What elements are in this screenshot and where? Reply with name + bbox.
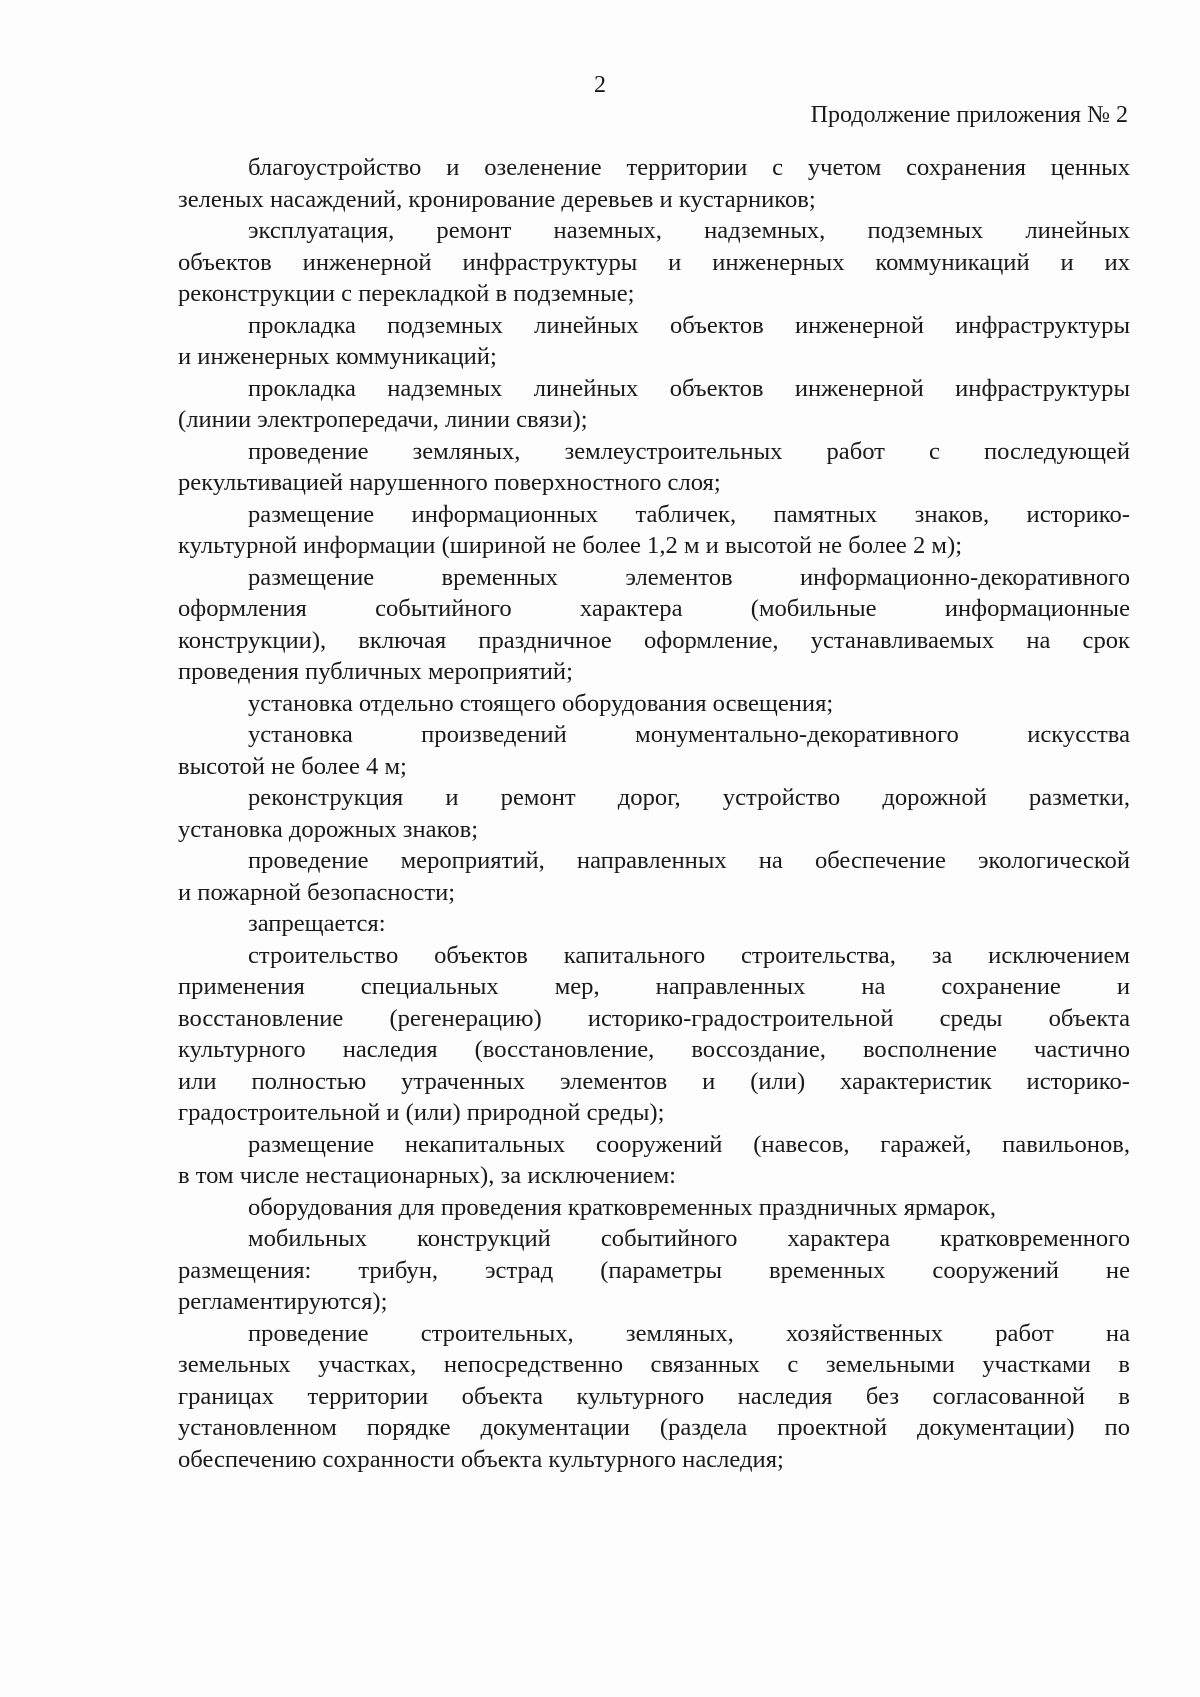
paragraph-line: запрещается: — [248, 910, 386, 937]
paragraph-line: проведение строительных, земляных, хозяйственных работ на — [248, 1319, 1130, 1347]
paragraph-line: или полностью утраченных элементов и (или) характеристик историко- — [178, 1067, 1130, 1095]
list-paragraph — [178, 688, 1130, 720]
paragraph-line: установка произведений монументально-декоративного искусства — [248, 721, 1130, 748]
list-paragraph — [178, 719, 1130, 782]
paragraph-line: восстановление (регенерацию) историко-градостроительной среды объекта — [178, 1004, 1130, 1032]
paragraph-line: проведения публичных мероприятий; — [178, 658, 573, 685]
paragraph-line: реконструкция и ремонт дорог, устройство дорожной разметки, — [248, 784, 1130, 811]
paragraph-line: культурного наследия (восстановление, воссоздание, восполнение частично — [178, 1036, 1130, 1063]
paragraph-line: земельных участках, непосредственно связанных с земельными участками в — [178, 1351, 1130, 1378]
paragraph-line: прокладка надземных линейных объектов инженерной инфраструктуры — [248, 374, 1130, 402]
list-paragraph — [178, 373, 1130, 436]
appendix-continuation-note: Продолжение приложения № 2 — [810, 102, 1128, 128]
paragraph-line: и пожарной безопасности; — [178, 878, 456, 906]
paragraph-line: размещение информационных табличек, памятных знаков, историко- — [248, 500, 1130, 528]
paragraph-line: реконструкции с перекладкой в подземные; — [178, 280, 635, 307]
list-paragraph — [178, 562, 1130, 688]
paragraph-line: прокладка подземных линейных объектов инженерной инфраструктуры — [248, 311, 1130, 339]
paragraph-line: размещение некапитальных сооружений (навесов, гаражей, павильонов, — [248, 1130, 1130, 1158]
paragraph-line: оформления событийного характера (мобильные информационные — [178, 595, 1130, 622]
paragraph-line: эксплуатация, ремонт наземных, надземных, подземных линейных — [248, 217, 1130, 244]
paragraph-line: благоустройство и озеленение территории с учетом сохранения ценных — [248, 154, 1130, 181]
list-paragraph — [178, 1318, 1130, 1476]
paragraph-line: применения специальных мер, направленных на сохранение и — [178, 973, 1130, 1000]
list-paragraph — [178, 436, 1130, 499]
document-body — [178, 152, 1130, 1475]
paragraph-line: установка отдельно стоящего оборудования освещения; — [248, 689, 834, 717]
list-paragraph — [178, 908, 1130, 940]
paragraph-line: зеленых насаждений, кронирование деревьев и кустарников; — [178, 185, 816, 213]
paragraph-line: рекультивацией нарушенного поверхностного слоя; — [178, 469, 721, 496]
paragraph-line: мобильных конструкций событийного характера кратковременного — [248, 1225, 1130, 1252]
paragraph-line: оборудования для проведения кратковременных праздничных ярмарок, — [248, 1193, 996, 1221]
list-paragraph — [178, 499, 1130, 562]
paragraph-line: градостроительной и (или) природной среды); — [178, 1099, 665, 1126]
paragraph-line: проведение земляных, землеустроительных работ с последующей — [248, 437, 1130, 465]
paragraph-line: (линии электропередачи, линии связи); — [178, 406, 588, 433]
list-paragraph — [178, 215, 1130, 310]
list-paragraph — [178, 782, 1130, 845]
paragraph-line: конструкции), включая праздничное оформление, устанавливаемых на срок — [178, 626, 1130, 654]
list-paragraph — [178, 845, 1130, 908]
paragraph-line: регламентируются); — [178, 1288, 388, 1315]
paragraph-line: проведение мероприятий, направленных на обеспечение экологической — [248, 847, 1130, 874]
paragraph-line: размещение временных элементов информационно-декоративного — [248, 563, 1130, 591]
paragraph-line: установка дорожных знаков; — [178, 815, 479, 843]
paragraph-line: объектов инженерной инфраструктуры и инженерных коммуникаций и их — [178, 248, 1130, 276]
paragraph-line: границах территории объекта культурного наследия без согласованной в — [178, 1382, 1130, 1410]
paragraph-line: и инженерных коммуникаций; — [178, 343, 497, 370]
paragraph-line: в том числе нестационарных), за исключением: — [178, 1162, 676, 1189]
paragraph-line: размещения: трибун, эстрад (параметры временных сооружений не — [178, 1256, 1130, 1284]
paragraph-line: строительство объектов капитального строительства, за исключением — [248, 941, 1130, 969]
paragraph-line: обеспечению сохранности объекта культурного наследия; — [178, 1445, 784, 1473]
list-paragraph — [178, 1223, 1130, 1318]
list-paragraph — [178, 152, 1130, 215]
paragraph-line: установленном порядке документации (раздела проектной документации) по — [178, 1414, 1130, 1441]
list-paragraph — [178, 1129, 1130, 1192]
paragraph-line: культурной информации (шириной не более 1,2 м и высотой не более 2 м); — [178, 532, 963, 559]
list-paragraph — [178, 940, 1130, 1129]
list-paragraph — [178, 1192, 1130, 1224]
list-paragraph — [178, 310, 1130, 373]
page-number: 2 — [594, 72, 606, 98]
paragraph-line: высотой не более 4 м; — [178, 752, 407, 780]
